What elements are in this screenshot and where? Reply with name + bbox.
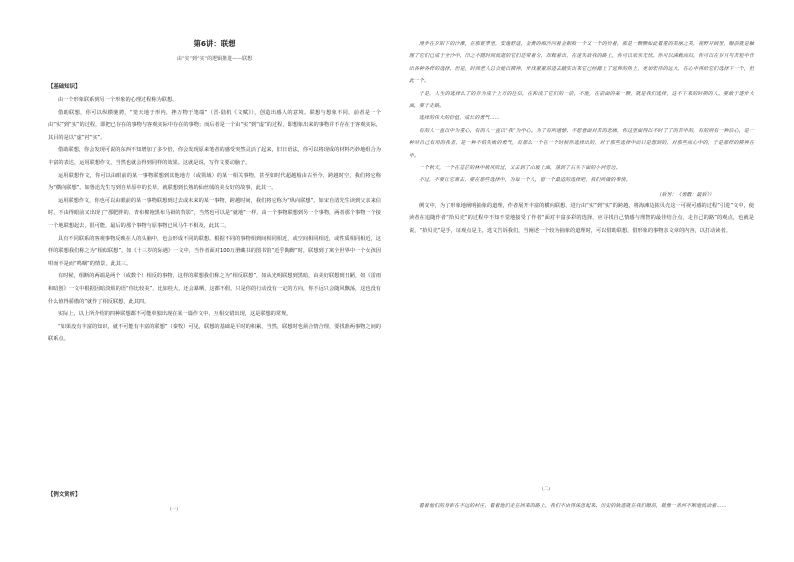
commentary-paragraph: 例文中，为了形象地阐明抽象的道理，作者展开丰富的横向联想，进行由“实”到“实”的跨越，将海滩边拣贝壳这一可视可感的过程“引进”文中，使读者在追随作者“拾贝壳”的过程中不知不觉地接受了作者“面对丰富多彩的选择，应寻找自己情感与理智的最佳结合点，走自己的路”的观点，也就是说，“拾贝壳”是手，证观点是主，选文告诉我们，当阐述一个较为抽象的道理时，可以借助联想，借形象的事物亲文章的内容，以打动读者。 [409, 202, 754, 234]
essay-paragraph: 选择的伟大的价值，成长的勇气…… [419, 115, 500, 122]
essay-paragraph: 有的人一直以中为重心，有的人一直以“我”为中心。为了有所遗憾，不愿意面对苦的悲痛，你这里面得以不时了了的苦中的，有的则有一种信心，是一种对自己有用的我者，是一种不怕失败的勇气，有那么一个在一个时候你选择出的，对于那些选择中而只是想到的，对那些而心中的，于是那样的精神在中。 [409, 127, 754, 159]
essay-paragraph: 一个秋天，一个在苍茫的林中被风吹过，又去到了山坡上面，落到了石头下面的小河旁边。 [419, 165, 621, 172]
essay-paragraph: 漫步在夕阳下的沙滩，在那夏季里，安逸舒适，金黄的细沙闪着金銀般一个又一个的怜着，那是一颗颗如此看重的美丽之美，视野开阔里，眼前就是触理了它们已成于全沙中，印之不随时间流逝的它们还带着分，却释着出，在迷失故我的路上，你可以欢乐无忧。你可以满载而归，你可以在岁月与苦短中作出各种各样的选择，但是，时间老人总会能以精神，步伐紧紧前进去踏实出来它已经踏上了延伸的热土，更加宏伟的远大，在心中再给它们选择下一个，但此一个。 [409, 41, 754, 85]
paragraph: 运用联想作文，你也可以由眼前的某一事物联想到过去或未来的某一事物，跨越时间，我们将它称为“纵向联想”。如宋自清先生读到父亲来信时，不由得眼前又出现了“那肥胖的、青布棉袍黑布马褂的背影”，当然也可以是“就地”一样，由一个事物联想到另一个事物，两者那个事物一个接一个地联想起去，很可能，最后的那个事物与原事物已风马牛不相及，此其二。 [48, 197, 381, 229]
paragraph: 借助联想，你可以纵横驰骋，“笼天地于形内，挫万物于笔端”（晋·陆机《文赋》），创造出感人的意境。联想与想象不同，前者是一个由“实”到“实”的过程，即把已存在的事物与客观实际中存在的事物；而后者是一个由“实”到“虚”的过程，即想象出来的事物并不存在于客观实际，其目的是以“虚”衬“实”。 [48, 109, 381, 141]
paragraph: 借助联想，你会发现可说的东西不知增加了多少倍，你会发现原来笔者的感受突然灵活了起来，旧日语法，你可以将现成的材料巧妙地组合为丰富的表达，运用联想作文，当然也就会得到同样的效果。这就是说，写作文要动脑子。 [48, 147, 381, 166]
paragraph: 运用联想作文，你可以由眼前的某一事物联想到其他地方（或领域）的某一相关事物，甚至如时代超越般由古至今，跨越时空，我们将它称为“横向联想”。如鲁迅先生写到自草原中的长草，就联想到长熟的仙丝绒的美女好的故事，此其一。 [48, 172, 381, 192]
example-essay [409, 38, 754, 187]
section-appreciate-heading: 【例文赏析】 [48, 492, 81, 498]
section-basic-heading: 【基础知识】 [48, 84, 81, 90]
essay-author: （后另：《勇敢：最后》） [656, 191, 714, 198]
continued-essay-text: 看着他们的身影在不远的村庄，看着他们走在回来的路上，我们不由得深思起来。历史的轨迹就在我们眼前，就像一条河不断地流动着…… [419, 503, 727, 509]
right-page [397, 0, 794, 562]
essay-paragraph: 不过，不要让它离去，要在那些选择中，为每一个人，留一个最适的选择吧，我们所做的事情。 [419, 177, 631, 184]
page-subtitle: 由“实”到“实”的逻辑推进——联想 [176, 56, 253, 62]
page-title: 第6讲：联想 [193, 39, 236, 48]
basic-text [48, 94, 381, 346]
page-number: (二) [542, 487, 551, 492]
paragraph: 有时候，组断的两端是两个（或数个）相反的事物，这样的联想我们称之为“相反联想”，如从光明联想到黑暗，由美好联想到丑陋，如《雷雨和暗创》一文中根据因暗淡烦的语“你比较美”，比如桂大，还会暴晒，这都不假，只是你的行动没有一定的方向，你不远只会随风飘荡，这也没有什么值得骄傲的”就作了相反联想，此其四。 [48, 273, 381, 305]
paragraph: 具有不同联系的客观事物反映在人的头脑中，也会形成不同的联想。根据不同的事物相到间相同相近，或空间相同相近，或性质相同相近，这样的联想我们称之为“相似联想”。如《十三岁的际遇》一文中，当作者面对100万册藏书的图书馆“近乎陶醉”时，联想到了寓全世界中一个女孩因叩而不是而“鸣咽”的情景，此其三。 [48, 235, 381, 267]
paragraph: 实际上，以上所介绍的四种联想都不可能单独出现在某一篇作文中，互相交错出现，这是联想的常规。 [58, 311, 292, 318]
paragraph: “如果没有丰富的知识，就不可能有丰富的联想”（秦牧）可见，联想的基础是平时的积累，当然，联想时也须合情合理，要找准两事物之间的联系点。 [48, 323, 381, 343]
page-number: (一) [170, 507, 179, 512]
essay-paragraph: 于是，人生的选择么了的存为成千上万的往信，在和浅了它们的一前，不能，在前面的某一颗，就是我们选择，这不下来的时期的人。要敢于逐步大面，要于走路。 [409, 90, 754, 110]
paragraph: 由一个形象联系到另一个形象的心理过程称为联想。 [58, 97, 178, 103]
